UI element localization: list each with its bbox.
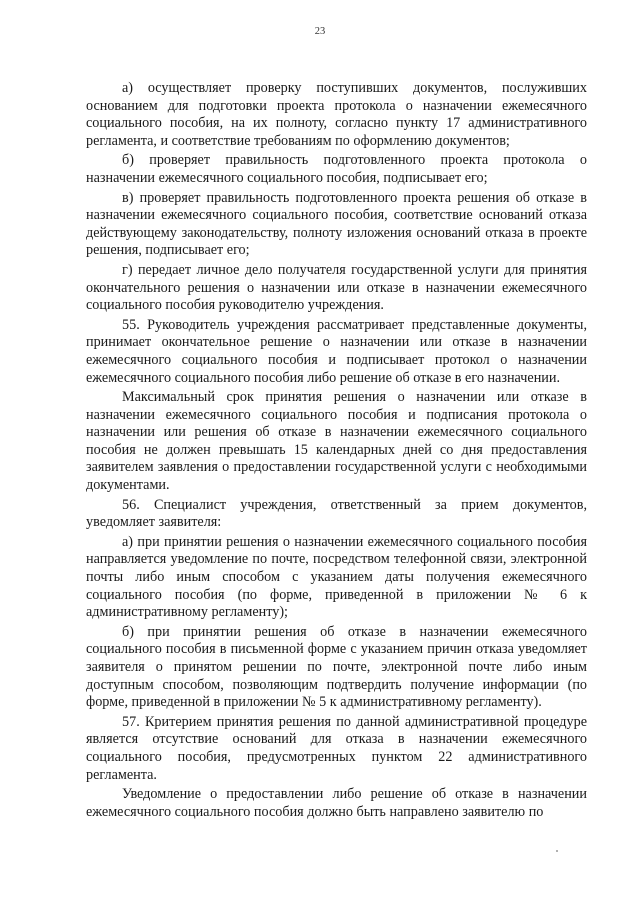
paragraph-g-transfer-file: г) передает личное дело получателя государственной услуги для принятия окончательного решения о назначении или отказе в назначении ежемесячного социального пособия руководителю учреждения. [86,261,587,314]
paragraph-57-criterion: 57. Критерием принятия решения по данной административной процедуре является отсутствие оснований для отказа в назначении ежемесячного социального пособия, предусмотренных пунктом 22 административного регламента. [86,713,587,783]
paragraph-a-approval-notice: а) при принятии решения о назначении ежемесячного социального пособия направляется уведомление по почте, посредством телефонной связи, электронной почты либо иным способом с указанием даты получения ежемесячного социального пособия (по форме, приведенной в приложении № 6 к административному регламенту); [86,533,587,621]
paragraph-a-check-documents: а) осуществляет проверку поступивших документов, послуживших основанием для подготовки проекта протокола о назначении ежемесячного социального пособия, на их полноту, согласно пункту 17 административного регламента, и соответствие требованиям по оформлению документов; [86,80,587,149]
paragraph-56-notify: 56. Специалист учреждения, ответственный за прием документов, уведомляет заявителя: [86,496,587,531]
paragraph-b-check-protocol: б) проверяет правильность подготовленного проекта протокола о назначении ежемесячного социального пособия, подписывает его; [86,152,587,186]
paragraph-notification-deadline: Уведомление о предоставлении либо решение об отказе в назначении ежемесячного социального пособия должно быть направлено заявителю по [86,786,587,820]
paragraph-55-head-decision: 55. Руководитель учреждения рассматривает представленные документы, принимает окончательное решение о назначении или отказе в назначении ежемесячного социального пособия и подписывает протокол о назначении ежемесячного социального пособия либо решение об отказе в его назначении. [86,316,587,386]
paragraph-max-term: Максимальный срок принятия решения о назначении или отказе в назначении ежемесячного социального пособия и подписания протокола о назначении или решения об отказе в назначении ежемесячного социального пособия не должен превышать 15 календарных дней со дня предоставления заявителем заявления о предоставлении государственной услуги с необходимыми документами. [86,389,587,494]
page-number: 23 [314,26,326,37]
paragraph-v-check-refusal: в) проверяет правильность подготовленного проекта решения об отказе в назначении ежемесячного социального пособия, соответствие оснований отказа действующему законодательству, полноту изложения оснований отказа в проекте решения, подписывает его; [86,189,587,259]
scan-speck [556,850,558,852]
document-body [86,80,587,821]
paragraph-b-refusal-notice: б) при принятии решения об отказе в назначении ежемесячного социального пособия в письменной форме с указанием причин отказа уведомляет заявителя о принятом решении по почте, электронной почте либо иным доступным способом, позволяющим подтвердить получение информации (по форме, приведенной в приложении № 5 к административному регламенту). [86,623,587,711]
